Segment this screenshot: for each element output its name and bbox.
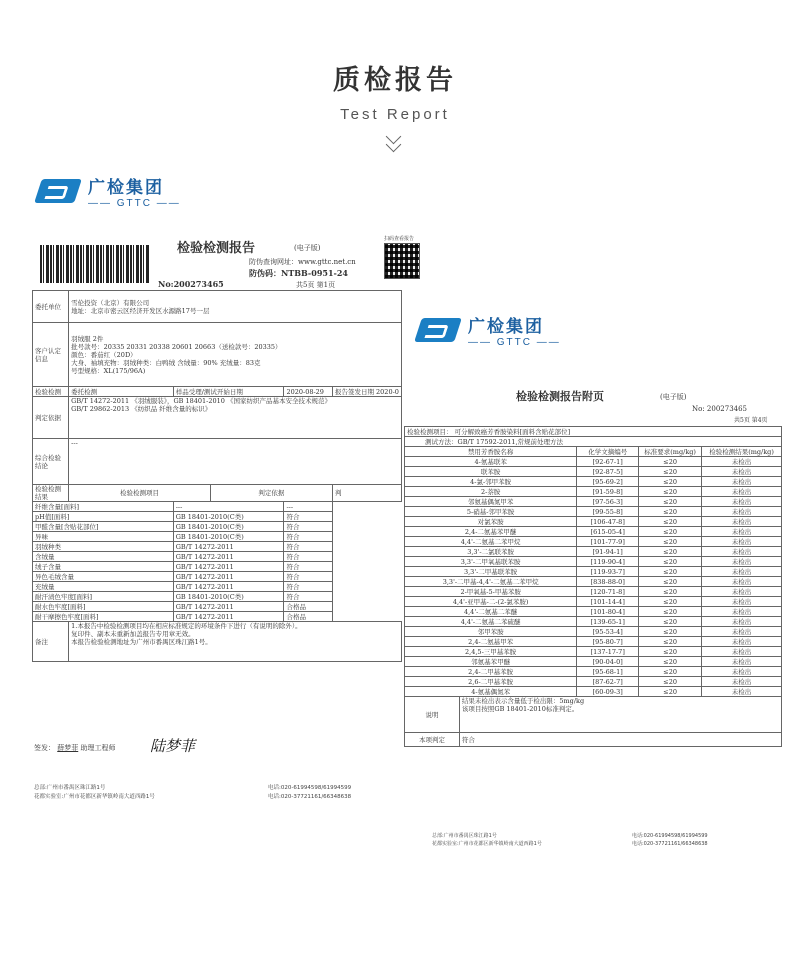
appendix-table <box>404 426 782 747</box>
appendix-row <box>405 557 782 567</box>
result-header: 检验检测项目 <box>69 485 211 502</box>
sign-name: 薛梦菲 <box>57 744 79 752</box>
footer-address-2: 花都实验室:广州市花都区新华镇岭南大道西路1号 <box>432 841 542 847</box>
verify-site: 防伪查询网址：www.gttc.net.cn <box>249 258 356 266</box>
test-result: 未检出 <box>702 557 782 567</box>
appendix-row <box>405 637 782 647</box>
test-result: 未检出 <box>702 497 782 507</box>
limit-value: ≤20 <box>639 627 702 637</box>
appendix-header: 化学文摘编号 <box>577 447 639 457</box>
amine-name: 邻氨基苯甲醚 <box>405 657 577 667</box>
result-item: 甲醛含量[含贴花部位] <box>33 522 174 532</box>
result-header: 判 <box>332 485 401 502</box>
cas-number: [106-47-8] <box>577 517 639 527</box>
result-verdict: 符合 <box>284 582 333 592</box>
appendix-row <box>405 627 782 637</box>
amine-name: 4,4'-亚甲基-二-(2-氯苯胺) <box>405 597 577 607</box>
conclusion-value: --- <box>69 439 402 485</box>
limit-value: ≤20 <box>639 537 702 547</box>
amine-name: 2,4-二氨基甲苯 <box>405 637 577 647</box>
appendix-edition: (电子版) <box>660 393 687 401</box>
result-basis: GB/T 14272-2011 <box>173 542 284 552</box>
appendix-row <box>405 517 782 527</box>
amine-name: 2,4-二氨基苯甲醚 <box>405 527 577 537</box>
appendix-row <box>405 507 782 517</box>
remark-cell <box>69 622 402 662</box>
appendix-row <box>405 607 782 617</box>
remark-label: 备注 <box>33 622 69 662</box>
header-title: 质检报告 <box>333 65 457 96</box>
issue-cell <box>332 387 401 397</box>
test-result: 未检出 <box>702 577 782 587</box>
test-result: 未检出 <box>702 667 782 677</box>
appendix-row <box>405 527 782 537</box>
page-indicator: 共5页 第1页 <box>296 281 336 289</box>
result-basis: --- <box>173 502 284 512</box>
appendix-row <box>405 497 782 507</box>
sample-line: 批号款号：20335 20331 20338 20601 20663（送检款号：20335） <box>71 342 282 351</box>
cas-number: [92-87-5] <box>577 467 639 477</box>
appendix-title: 检验检测报告附页 <box>516 390 604 403</box>
limit-value: ≤20 <box>639 587 702 597</box>
footer-address-1: 总部:广州市番禺区珠江路1号 <box>432 833 497 839</box>
appendix-header: 禁用芳香胺名称 <box>405 447 577 457</box>
footer-phone-2: 电话:020-37721161/66348638 <box>268 794 352 800</box>
client-line: 雪伦投资（北京）有限公司 <box>71 298 150 307</box>
result-row <box>33 522 402 532</box>
limit-value: ≤20 <box>639 617 702 627</box>
cas-number: [119-90-4] <box>577 557 639 567</box>
appendix-row <box>405 677 782 687</box>
appendix-row <box>405 547 782 557</box>
amine-name: 2-甲氧基-5-甲基苯胺 <box>405 587 577 597</box>
appendix-row <box>405 457 782 467</box>
cas-number: [120-71-8] <box>577 587 639 597</box>
test-result: 未检出 <box>702 517 782 527</box>
test-result: 未检出 <box>702 507 782 517</box>
result-row <box>33 602 402 612</box>
result-verdict: 符合 <box>284 572 333 582</box>
limit-value: ≤20 <box>639 567 702 577</box>
test-result: 未检出 <box>702 477 782 487</box>
appendix-row <box>405 617 782 627</box>
sample-label: 客户认定信息 <box>33 323 69 387</box>
cas-number: [119-93-7] <box>577 567 639 577</box>
result-item: 纤维含量[面料] <box>33 502 174 512</box>
test-result: 未检出 <box>702 457 782 467</box>
cas-number: [101-14-4] <box>577 597 639 607</box>
cas-number: [87-62-7] <box>577 677 639 687</box>
result-verdict: 符合 <box>284 512 333 522</box>
limit-value: ≤20 <box>639 547 702 557</box>
limit-value: ≤20 <box>639 607 702 617</box>
sample-cell <box>69 323 402 387</box>
appendix-row <box>405 487 782 497</box>
limit-value: ≤20 <box>639 487 702 497</box>
amine-name: 对氯苯胺 <box>405 517 577 527</box>
sign-title: 助理工程师 <box>80 744 116 752</box>
limit-value: ≤20 <box>639 657 702 667</box>
verdict-value: 符合 <box>459 733 781 747</box>
limit-value: ≤20 <box>639 527 702 537</box>
appendix-row <box>405 667 782 677</box>
result-basis: GB/T 14272-2011 <box>173 612 284 622</box>
amine-name: 3,3'-二氯联苯胺 <box>405 547 577 557</box>
test-result: 未检出 <box>702 467 782 477</box>
result-item: 绒子含量 <box>33 562 174 572</box>
client-cell <box>69 291 402 323</box>
test-result: 未检出 <box>702 687 782 697</box>
limit-value: ≤20 <box>639 637 702 647</box>
footer-address-1: 总部:广州市番禺区珠江路1号 <box>34 785 106 791</box>
test-result: 未检出 <box>702 567 782 577</box>
report-number: No:200273465 <box>158 279 224 289</box>
result-basis: GB 18401-2010(C类) <box>173 592 284 602</box>
cas-number: [139-65-1] <box>577 617 639 627</box>
result-row <box>33 582 402 592</box>
result-row <box>33 552 402 562</box>
result-verdict: 合格品 <box>284 602 333 612</box>
limit-value: ≤20 <box>639 497 702 507</box>
result-row <box>33 542 402 552</box>
amine-name: 2-萘胺 <box>405 487 577 497</box>
company-logo <box>418 312 561 348</box>
issue-label: 报告签发日期 <box>334 387 374 396</box>
appendix-report-number: No: 200273465 <box>692 405 748 413</box>
result-item: pH值[面料] <box>33 512 174 522</box>
result-row <box>33 572 402 582</box>
amine-name: 4-氨基联苯 <box>405 457 577 467</box>
appendix-header: 检验检测结果(mg/kg) <box>702 447 782 457</box>
amine-name: 2,6-二甲基苯胺 <box>405 677 577 687</box>
result-header: 判定依据 <box>210 485 332 502</box>
receive-date: 2020-08-29 <box>284 387 333 397</box>
cas-number: [838-88-0] <box>577 577 639 587</box>
note-cell <box>459 697 781 733</box>
logo-cn-text: 广检集团 <box>88 178 164 198</box>
basis-label: 判定依据 <box>33 397 69 439</box>
test-result: 未检出 <box>702 607 782 617</box>
barcode <box>40 245 150 283</box>
result-basis: GB/T 14272-2011 <box>173 572 284 582</box>
test-result: 未检出 <box>702 587 782 597</box>
sample-line: 颜色：番茄红（20D） <box>71 350 137 359</box>
test-result: 未检出 <box>702 677 782 687</box>
result-item: 耐干摩擦色牢度[面料] <box>33 612 174 622</box>
result-verdict: 符合 <box>284 522 333 532</box>
basis-line: GB/T 29862-2013 《纺织品 纤维含量的标识》 <box>71 405 212 413</box>
amine-name: 4,4'-二氨基二苯硫醚 <box>405 617 577 627</box>
appendix-header: 标准要求(mg/kg) <box>639 447 702 457</box>
cas-number: [95-53-4] <box>577 627 639 637</box>
footer-address-2: 花都实验室:广州市花都区新华镇岭南大道西路1号 <box>34 794 155 800</box>
test-result: 未检出 <box>702 627 782 637</box>
item-line: 检验检测项目： 可分解致癌芳香胺染料[面料含贴花部位] <box>405 427 782 437</box>
verify-code: 防伪码：NTBB-0951-24 <box>249 268 348 278</box>
note-label: 说明 <box>405 697 460 733</box>
appendix-page-indicator: 共5页 第4页 <box>734 417 768 424</box>
report-edition: (电子版) <box>294 244 321 252</box>
limit-value: ≤20 <box>639 667 702 677</box>
cas-number: [90-04-0] <box>577 657 639 667</box>
appendix-row <box>405 657 782 667</box>
logo-en-text: —— GTTC —— <box>88 198 181 209</box>
result-item: 充绒量 <box>33 582 174 592</box>
amine-name: 联苯胺 <box>405 467 577 477</box>
result-verdict: 合格品 <box>284 612 333 622</box>
limit-value: ≤20 <box>639 477 702 487</box>
sample-line: 羽绒服 2件 <box>71 334 104 343</box>
handwritten-signature: 陆梦菲 <box>150 737 196 755</box>
client-line: 地址：北京市密云区经济开发区水源路17号一层 <box>71 306 210 315</box>
limit-value: ≤20 <box>639 687 702 697</box>
note-line: 结果未检出表示含量低于检出限：5mg/kg <box>461 697 585 705</box>
appendix-row <box>405 687 782 697</box>
cas-number: [97-56-3] <box>577 497 639 507</box>
result-item: 耐汗渍色牢度[面料] <box>33 592 174 602</box>
appendix-row <box>405 477 782 487</box>
report-main-table <box>32 290 402 662</box>
remark-line: 1.本报告中检验检测项目均在相应标准规定的环境条件下进行（有说明的除外）。 <box>71 622 302 630</box>
report-page-1 <box>32 235 415 755</box>
cas-number: [91-59-8] <box>577 487 639 497</box>
conclusion-label: 综合检验结论 <box>33 439 69 485</box>
result-row <box>33 562 402 572</box>
issue-date: 2020-0 <box>376 387 399 396</box>
type-label: 检验检测 <box>33 387 69 397</box>
limit-value: ≤20 <box>639 507 702 517</box>
limit-value: ≤20 <box>639 517 702 527</box>
qr-caption: 扫码查看报告 <box>384 236 415 242</box>
limit-value: ≤20 <box>639 577 702 587</box>
basis-line: GB/T 14272-2011 《羽绒服装》，GB 18401-2010 《国家纺织产品基本安全技术规范》 <box>71 397 331 405</box>
limit-value: ≤20 <box>639 557 702 567</box>
basis-cell <box>69 397 402 439</box>
cas-number: [101-77-9] <box>577 537 639 547</box>
cas-number: [99-55-8] <box>577 507 639 517</box>
sample-line: 号型规格：XL(175/96A) <box>71 366 146 375</box>
qr-code <box>384 243 420 279</box>
result-row <box>33 532 402 542</box>
limit-value: ≤20 <box>639 677 702 687</box>
sign-label: 签发： <box>34 744 55 752</box>
cas-number: [615-05-4] <box>577 527 639 537</box>
result-item: 羽绒种类 <box>33 542 174 552</box>
result-row <box>33 502 402 512</box>
amine-name: 2,4,5-三甲基苯胺 <box>405 647 577 657</box>
remark-line: 本报告检验检测地址为广州市番禺区珠江路1号。 <box>71 638 212 646</box>
result-row <box>33 592 402 602</box>
result-basis: GB/T 14272-2011 <box>173 552 284 562</box>
appendix-row <box>405 597 782 607</box>
result-verdict: 符合 <box>284 552 333 562</box>
limit-value: ≤20 <box>639 457 702 467</box>
result-item: 异色毛绒含量 <box>33 572 174 582</box>
result-verdict: 符合 <box>284 542 333 552</box>
result-item: 含绒量 <box>33 552 174 562</box>
amine-name: 邻氨基偶氮甲苯 <box>405 497 577 507</box>
cas-number: [95-80-7] <box>577 637 639 647</box>
result-basis: GB/T 14272-2011 <box>173 582 284 592</box>
gttc-logo-icon <box>414 318 462 342</box>
appendix-row <box>405 537 782 547</box>
test-result: 未检出 <box>702 537 782 547</box>
client-label: 委托单位 <box>33 291 69 323</box>
test-result: 未检出 <box>702 527 782 537</box>
result-basis: GB 18401-2010(C类) <box>173 532 284 542</box>
sample-line: 大身、袖填充物：羽绒种类：白鸭绒 含绒量：90% 充绒量：83克 <box>71 358 261 367</box>
test-result: 未检出 <box>702 547 782 557</box>
result-basis: GB 18401-2010(C类) <box>173 522 284 532</box>
amine-name: 4,4'-二氨基二苯醚 <box>405 607 577 617</box>
amine-name: 邻甲苯胺 <box>405 627 577 637</box>
footer-phone-1: 电话:020-61994598/61994599 <box>632 833 708 839</box>
test-result: 未检出 <box>702 617 782 627</box>
cas-number: [92-67-1] <box>577 457 639 467</box>
remark-line: 复印件、副本未重新加盖报告专用章无效。 <box>71 630 195 638</box>
cas-number: [137-17-7] <box>577 647 639 657</box>
appendix-row <box>405 587 782 597</box>
result-basis: GB 18401-2010(C类) <box>173 512 284 522</box>
amine-name: 5-硝基-邻甲苯胺 <box>405 507 577 517</box>
cas-number: [95-69-2] <box>577 477 639 487</box>
footer-phone-2: 电话:020-37721161/66348638 <box>632 841 708 847</box>
logo-en-text: —— GTTC —— <box>468 337 561 348</box>
result-row <box>33 612 402 622</box>
test-result: 未检出 <box>702 597 782 607</box>
logo-cn-text: 广检集团 <box>468 317 544 337</box>
verdict-label: 本项判定 <box>405 733 460 747</box>
appendix-row <box>405 567 782 577</box>
method-line: 测试方法：GB/T 17592-2011,常规前处理方法 <box>405 437 782 447</box>
appendix-row <box>405 467 782 477</box>
cas-number: [91-94-1] <box>577 547 639 557</box>
note-line: 该项目按照GB 18401-2010标准判定。 <box>461 705 579 713</box>
test-result: 未检出 <box>702 657 782 667</box>
result-label: 检验检测结果 <box>33 485 69 502</box>
limit-value: ≤20 <box>639 597 702 607</box>
result-basis: GB/T 14272-2011 <box>173 562 284 572</box>
report-page-2 <box>404 380 784 750</box>
amine-name: 4-氯-邻甲苯胺 <box>405 477 577 487</box>
signature-block <box>34 743 115 753</box>
footer-phone-1: 电话:020-61994598/61994599 <box>268 785 352 791</box>
amine-name: 4,4'-二氨基二苯甲烷 <box>405 537 577 547</box>
test-result: 未检出 <box>702 647 782 657</box>
test-result: 未检出 <box>702 637 782 647</box>
result-item: 耐水色牢度[面料] <box>33 602 174 612</box>
amine-name: 2,4-二甲基苯胺 <box>405 667 577 677</box>
cas-number: [60-09-3] <box>577 687 639 697</box>
amine-name: 3,3'-二甲基联苯胺 <box>405 567 577 577</box>
report-title: 检验检测报告 <box>177 241 256 256</box>
receive-label: 样品受理/测试开始日期 <box>173 387 284 397</box>
result-row <box>33 512 402 522</box>
appendix-row <box>405 647 782 657</box>
result-item: 异味 <box>33 532 174 542</box>
limit-value: ≤20 <box>639 647 702 657</box>
type-value: 委托检测 <box>69 387 174 397</box>
header-subtitle: Test Report <box>340 106 450 123</box>
amine-name: 4-氨基偶氮苯 <box>405 687 577 697</box>
cas-number: [101-80-4] <box>577 607 639 617</box>
amine-name: 3,3'-二甲基-4,4'-二氨基二苯甲烷 <box>405 577 577 587</box>
result-verdict: --- <box>284 502 333 512</box>
limit-value: ≤20 <box>639 467 702 477</box>
result-verdict: 符合 <box>284 562 333 572</box>
amine-name: 3,3'-二甲氧基联苯胺 <box>405 557 577 567</box>
result-verdict: 符合 <box>284 592 333 602</box>
test-result: 未检出 <box>702 487 782 497</box>
gttc-logo-icon <box>34 179 82 203</box>
result-basis: GB/T 14272-2011 <box>173 602 284 612</box>
appendix-row <box>405 577 782 587</box>
result-verdict: 符合 <box>284 532 333 542</box>
company-logo <box>38 173 181 209</box>
cas-number: [95-68-1] <box>577 667 639 677</box>
